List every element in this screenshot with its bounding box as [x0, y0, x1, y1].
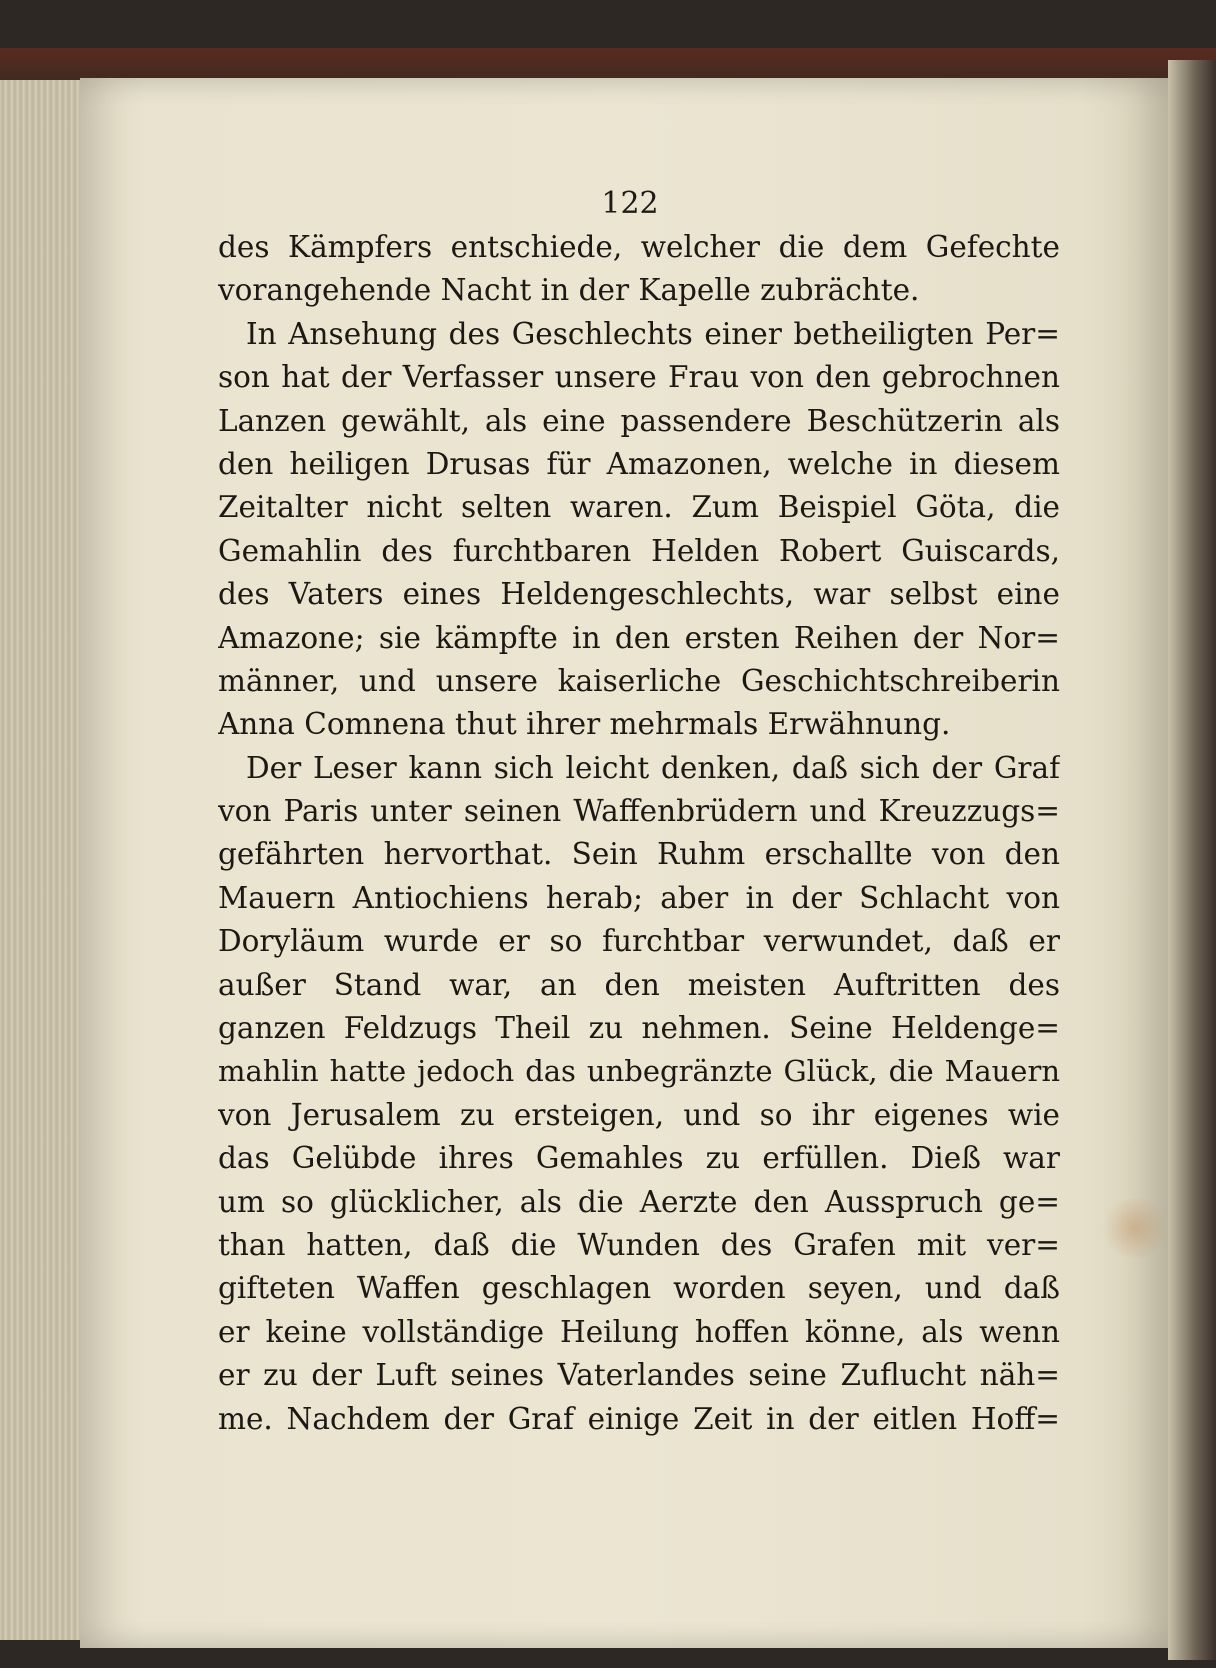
text-line: son hat der Verfasser unsere Frau von den gebrochnen [218, 360, 1060, 395]
text-line: Amazone; sie kämpfte in den ersten Reihen der Nor= [218, 620, 1060, 655]
body-text [218, 226, 1060, 1441]
text-line: Der Leser kann sich leicht denken, daß sich der Graf [246, 750, 1060, 785]
text-line: Zeitalter nicht selten waren. Zum Beispiel Göta, die [218, 490, 1060, 525]
text-line: gifteten Waffen geschlagen worden seyen, und daß [218, 1271, 1060, 1306]
text-line: Mauern Antiochiens herab; aber in der Schlacht von [218, 880, 1060, 915]
page-number: 122 [601, 186, 659, 221]
text-line: than hatten, daß die Wunden des Grafen mit ver= [218, 1227, 1060, 1262]
text-line: Doryläum wurde er so furchtbar verwundet, daß er [218, 924, 1060, 959]
text-line: Lanzen gewählt, als eine passendere Beschützerin als [218, 403, 1060, 438]
text-line: er zu der Luft seines Vaterlandes seine Zuflucht näh= [218, 1358, 1060, 1393]
text-line: In Ansehung des Geschlechts einer betheiligten Per= [246, 316, 1060, 351]
text-line: männer, und unsere kaiserliche Geschichtschreiberin [218, 663, 1060, 698]
page-gutter [1168, 60, 1216, 1660]
text-line: von Paris unter seinen Waffenbrüdern und Kreuzzugs= [218, 794, 1060, 829]
text-line: außer Stand war, an den meisten Auftritten des [218, 967, 1060, 1002]
text-line: von Jerusalem zu ersteigen, und so ihr eigenes wie [218, 1097, 1060, 1132]
text-line: des Vaters eines Heldengeschlechts, war selbst eine [218, 577, 1060, 612]
text-line: gefährten hervorthat. Sein Ruhm erschallte von den [218, 837, 1060, 872]
text-line: ganzen Feldzugs Theil zu nehmen. Seine Heldenge= [218, 1011, 1060, 1046]
text-line: um so glücklicher, als die Aerzte den Ausspruch ge= [218, 1184, 1060, 1219]
text-line: er keine vollständige Heilung hoffen könne, als wenn [218, 1314, 1060, 1349]
text-line: Gemahlin des furchtbaren Helden Robert Guiscards, [218, 533, 1060, 568]
text-line: Anna Comnena thut ihrer mehrmals Erwähnung. [218, 707, 951, 742]
text-line: me. Nachdem der Graf einige Zeit in der eitlen Hoff= [218, 1401, 1060, 1436]
page-stack-edge [0, 80, 87, 1640]
text-line: des Kämpfers entschiede, welcher die dem Gefechte [218, 230, 1060, 264]
text-line: den heiligen Drusas für Amazonen, welche in diesem [218, 446, 1060, 481]
text-line: das Gelübde ihres Gemahles zu erfüllen. Dieß war [218, 1141, 1060, 1176]
paper-stain [1100, 1198, 1170, 1258]
text-line: mahlin hatte jedoch das unbegränzte Glück, die Mauern [218, 1054, 1060, 1089]
text-line: vorangehende Nacht in der Kapelle zubrächte. [218, 273, 920, 308]
